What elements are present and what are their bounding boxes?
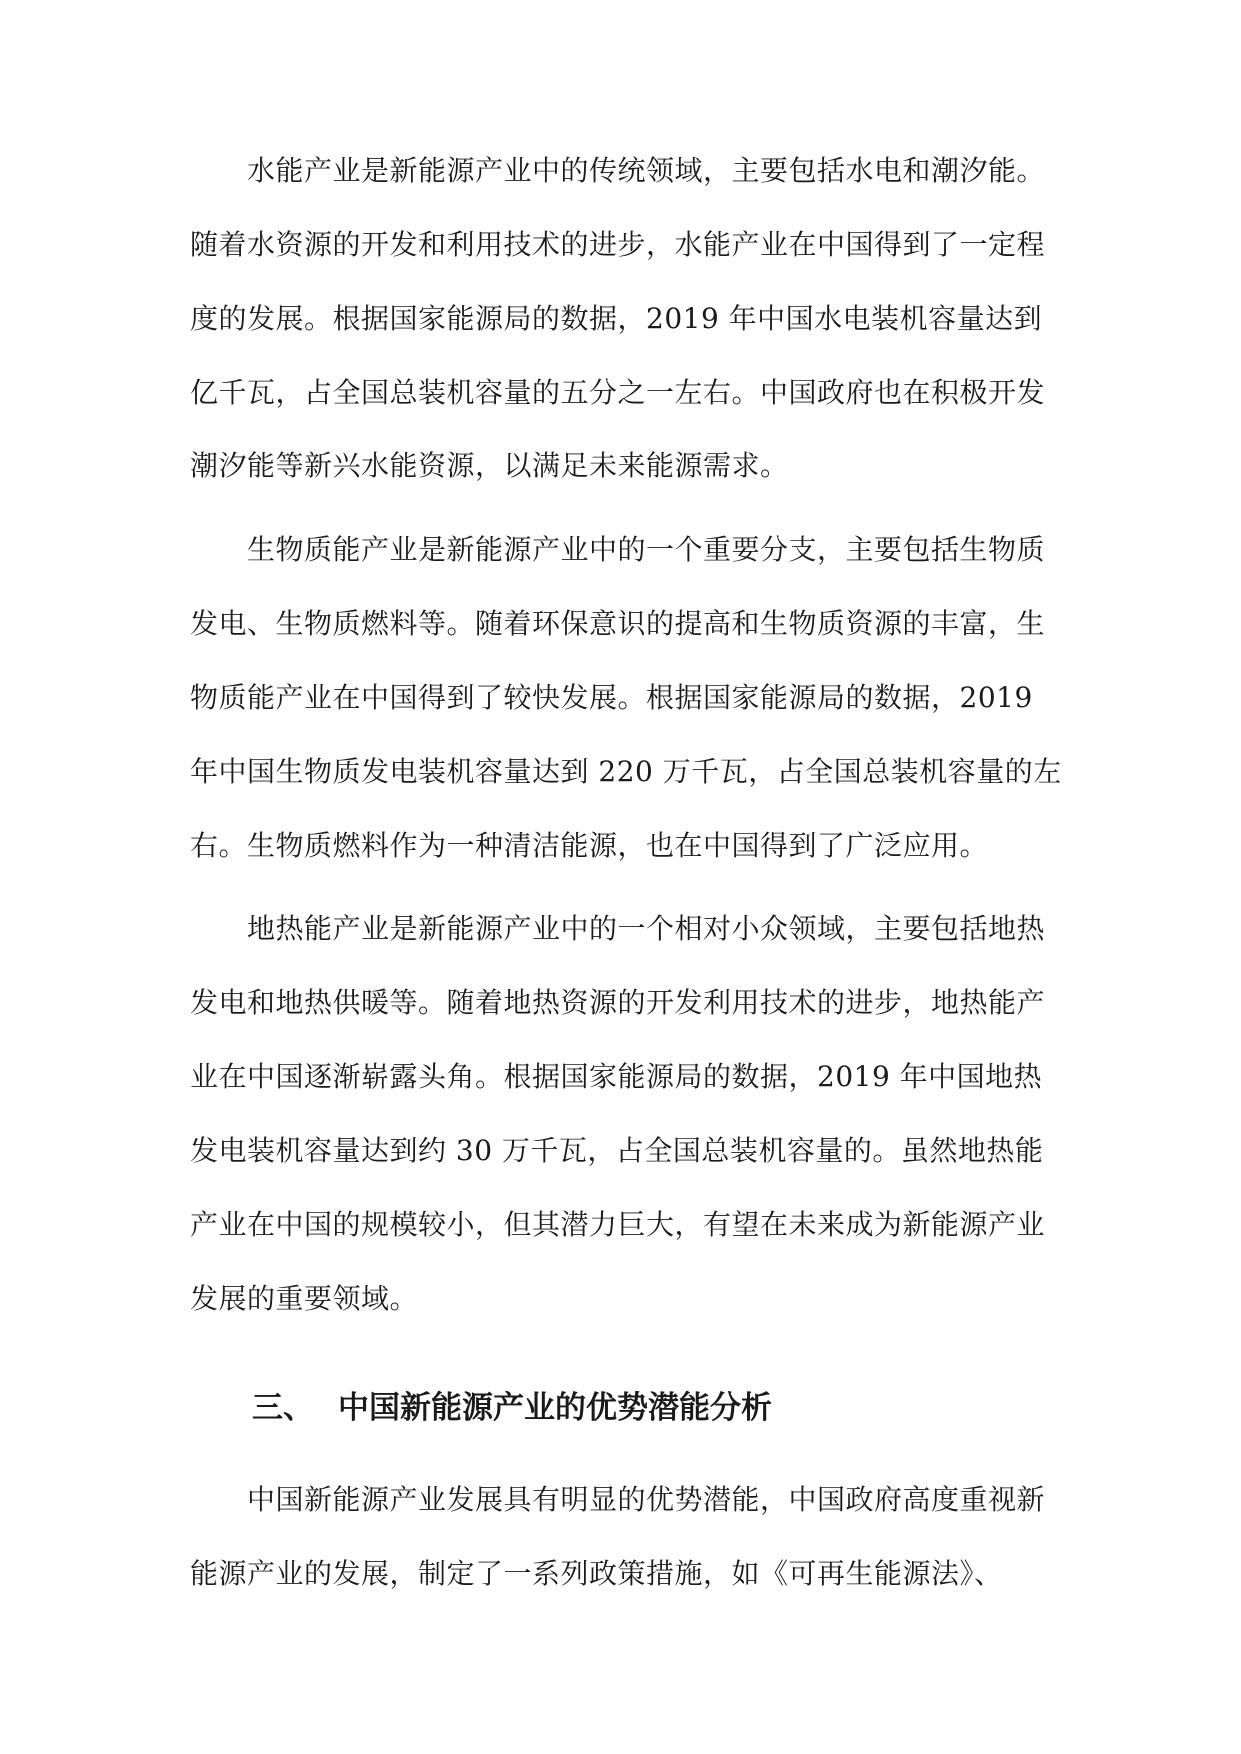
- paragraph-line: 水能产业是新能源产业中的传统领域，主要包括水电和潮汐能。: [247, 154, 1046, 187]
- paragraph-line: 亿千瓦，占全国总装机容量的五分之一左右。中国政府也在积极开发: [190, 376, 1046, 409]
- paragraph-line: 产业在中国的规模较小，但其潜力巨大，有望在未来成为新能源产业: [190, 1208, 1046, 1241]
- paragraph-line: 业在中国逐渐崭露头角。根据国家能源局的数据，2019 年中国地热: [190, 1060, 1043, 1093]
- paragraph-line: 物质能产业在中国得到了较快发展。根据国家能源局的数据，2019: [190, 681, 1033, 714]
- paragraph-line: 年中国生物质发电装机容量达到 220 万千瓦，占全国总装机容量的左: [190, 755, 1062, 788]
- paragraph-line: 右。生物质燃料作为一种清洁能源，也在中国得到了广泛应用。: [190, 829, 989, 862]
- paragraph-line: 发展的重要领域。: [190, 1282, 419, 1315]
- paragraph-line: 潮汐能等新兴水能资源，以满足未来能源需求。: [190, 449, 789, 482]
- paragraph-line: 中国新能源产业发展具有明显的优势潜能，中国政府高度重视新: [247, 1483, 1046, 1516]
- paragraph-line: 发电、生物质燃料等。随着环保意识的提高和生物质资源的丰富，生: [190, 607, 1046, 640]
- section-title: 中国新能源产业的优势潜能分析: [338, 1390, 772, 1426]
- paragraph-line: 生物质能产业是新能源产业中的一个重要分支，主要包括生物质: [247, 533, 1046, 566]
- paragraph-line: 地热能产业是新能源产业中的一个相对小众领域，主要包括地热: [247, 912, 1046, 945]
- section-heading: [252, 1386, 772, 1430]
- paragraph-line: 随着水资源的开发和利用技术的进步，水能产业在中国得到了一定程: [190, 228, 1046, 261]
- section-number: 三、: [252, 1390, 314, 1426]
- paragraph-line: 发电装机容量达到约 30 万千瓦，占全国总装机容量的。虽然地热能: [190, 1134, 1044, 1167]
- paragraph-line: 能源产业的发展，制定了一系列政策措施，如《可再生能源法》、: [190, 1557, 1003, 1590]
- paragraph-line: 度的发展。根据国家能源局的数据，2019 年中国水电装机容量达到: [190, 302, 1043, 335]
- paragraph-line: 发电和地热供暖等。随着地热资源的开发利用技术的进步，地热能产: [190, 986, 1046, 1019]
